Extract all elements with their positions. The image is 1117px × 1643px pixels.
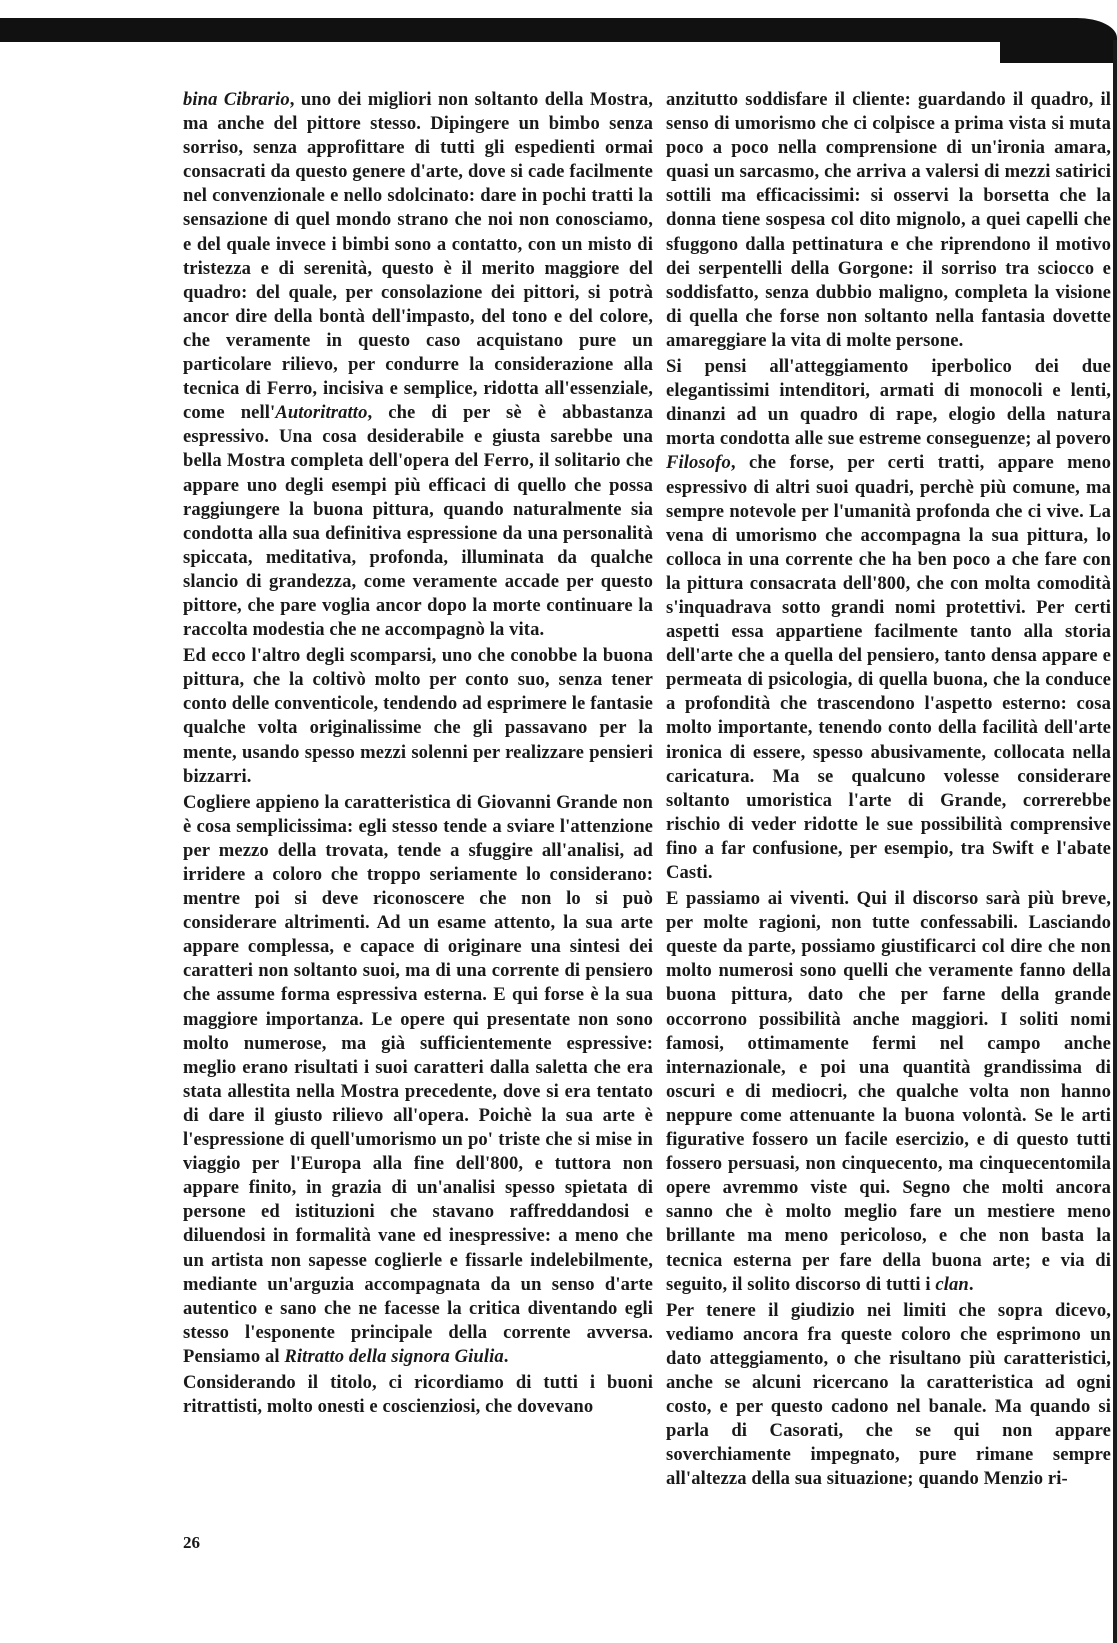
paragraph: Considerando il titolo, ci ricordiamo di tutti i buoni ritrattisti, molto onesti e coscienziosi, che dovevano (183, 1371, 653, 1418)
scan-right-edge (1113, 40, 1117, 1643)
page-number: 26 (183, 1533, 200, 1552)
paragraph: E passiamo ai viventi. Qui il discorso sarà più breve, per molte ragioni, non tutte confessabili. Lasciando queste da parte, possiamo giustificarci col dire che non molto numerosi sono quelli che veramente fanno della buona pittura, dato che per farne della grande occorrono possibilità anche maggiori. I soliti nomi famosi, ottimamente fermi nel campo anche internazionale, e poi una quantità grandissima di oscuri e di mediocri, che qualche volta non hanno neppure come attenuante la buona volontà. Se le arti figurative fossero un facile esercizio, e di questo tutti fossero persuasi, non cinquecento, ma cinquecentomila opere avremmo viste qui. Segno che molti ancora sanno che è molto meglio fare un mestiere meno brillante ma meno pericoloso, e che non basta la tecnica esterna per fare della buona arte; e via di seguito, il solito discorso di tutti i clan. (666, 888, 1111, 1295)
scan-dark-border (0, 18, 1000, 42)
paragraph: bina Cibrario, uno dei migliori non soltanto della Mostra, ma anche del pittore stesso. Dipingere un bimbo senza sorriso, senza approfittare di tutti gli espedienti ormai consacrati da questo genere d'arte, dove si cade facilmente nel convenzionale e nello sdolcinato: dare in pochi tratti la sensazione di quel mondo strano che noi non conosciamo, e del quale invece i bimbi sono a contatto, con un misto di tristezza e di serenità, questo è il merito maggiore del quadro: del quale, per consolazione dei pittori, si potrà ancor dire della bontà dell'impasto, del tono e del colore, che veramente in questo caso acquistano pure un particolare rilievo, per condurre la considerazione alla tecnica di Ferro, incisiva e semplice, ridotta all'essenziale, come nell'Autoritratto, che di per sè è abbastanza espressivo. Una cosa desiderabile e giusta sarebbe una bella Mostra completa dell'opera del Ferro, il solitario che appare uno degli esempi più efficaci di quello che possa raggiungere la buona pittura, quando naturalmente sia condotta alla sua definitiva espressione da una personalità spiccata, meditativa, profonda, illuminata da qualche slancio di grandezza, come veramente accade per questo pittore, che pare voglia ancor dopo la morte continuare la raccolta modestia che ne accompagnò la vita. (183, 89, 654, 641)
scan-corner-shadow (1000, 18, 1117, 63)
page-top-margin (0, 0, 1117, 18)
paragraph: Ed ecco l'altro degli scomparsi, uno che conobbe la buona pittura, che la coltivò molto per conto suo, senza tener conto delle conventicole, tendendo ad esprimere le fantasie qualche volta originalissime che gli passavano per la mente, usando spesso mezzi solenni per realizzare pensieri bizzarri. (183, 645, 653, 787)
italic-title: Autoritratto (275, 402, 368, 424)
paragraph: Per tenere il giudizio nei limiti che sopra dicevo, vediamo ancora fra queste coloro che esprimono un dato atteggiamento, o che risultano più caratteristici, anche se alcuni ricercano la caratteristica ad ogni costo, e per questo cadono nel banale. Ma quando si parla di Casorati, che se qui non appare soverchiamente impegnato, pure rimane sempre all'altezza della sua situazione; quando Menzio ri- (666, 1299, 1111, 1490)
italic-title: bina Cibrario (183, 89, 290, 110)
paragraph: Cogliere appieno la caratteristica di Giovanni Grande non è cosa semplicissima: egli stesso tende a sviare l'attenzione per mezzo della trovata, tende a sfuggire all'analisi, ad irridere a coloro che troppo seriamente lo considerano: mentre poi si deve riconoscere che non lo si può considerare altrimenti. Ad un esame attento, la sua arte appare complessa, e capace di originare una sintesi dei caratteri non soltanto suoi, ma di una corrente di pensiero che assume forma espressiva esterna. E qui forse è la sua maggiore importanza. Le opere qui presentate non sono molto numerose, ma già sufficientemente espressive: meglio erano risultati i suoi caratteri dalla saletta che era stata allestita nella Mostra precedente, dove si era tentato di dare il giusto rilievo all'opera. Poichè la sua arte è l'espressione di quell'umorismo un po' triste che si mise in viaggio per l'Europa alla fine dell'800, e tuttora non appare finito, in grazia di un'analisi spesso spietata di persone ed istituzioni che stavano raffreddandosi e diluendosi in formalità vane ed inespressive: a meno che un artista non sapesse coglierle e fissarle indelebilmente, mediante un'arguzia accompagnata da un senso d'arte autentico e sano che ne facesse la critica diventando egli stesso l'esponente principale della corrente avversa. Pensiamo al Ritratto della signora Giulia. (183, 791, 653, 1367)
left-text-column (183, 88, 653, 1419)
right-text-column (666, 88, 1111, 1491)
italic-title: Ritratto della signora Giulia (284, 1345, 504, 1367)
italic-title: clan (935, 1273, 969, 1295)
italic-title: Filosofo (666, 452, 731, 474)
paragraph: Si pensi all'atteggiamento iperbolico dei due elegantissimi intenditori, armati di monocoli e lenti, dinanzi ad un quadro di rape, elogio della natura morta condotta alle sue estreme conseguenze; al povero Filosofo, che forse, per certi tratti, appare meno espressivo di altri suoi quadri, perchè più comune, ma sempre notevole per l'umanità profonda che ci vive. La vena di umorismo che accompagna la sua pittura, lo colloca in una corrente che ha ben poco a che fare con la pittura consacrata dell'800, che con molta comodità s'inquadrava sotto grandi nomi protettivi. Per certi aspetti essa appartiene facilmente tanto alla storia dell'arte che a quella del pensiero, tanto densa appare e permeata di psicologia, di quella buona, che la conduce a profondità che trascendono l'aspetto esterno: cosa molto importante, tenendo conto della facilità dell'arte ironica di essere, spesso abusivamente, collocata nella caricatura. Ma se qualcuno volesse considerare soltanto umoristica l'arte di Grande, correrebbe rischio di veder ridotte le sue possibilità comprensive fino a far confusione, per esempio, tra Swift e l'abate Casti. (666, 356, 1111, 883)
paragraph: anzitutto soddisfare il cliente: guardando il quadro, il senso di umorismo che ci colpisce a prima vista si muta poco a poco nella comprensione di un'ironia amara, quasi un sarcasmo, che arriva a valersi di mezzi satirici sottili ma efficacissimi: si osservi la borsetta che la donna tiene sospesa col dito mignolo, a quei capelli che sfuggono dalla pettinatura e che riprendono il motivo dei serpentelli della Gorgone: il sorriso tra sciocco e soddisfatto, senza dubbio maligno, completa la visione di quella che forse non soltanto nella fantasia dovette amareggiare la vita di molte persone. (666, 89, 1111, 351)
